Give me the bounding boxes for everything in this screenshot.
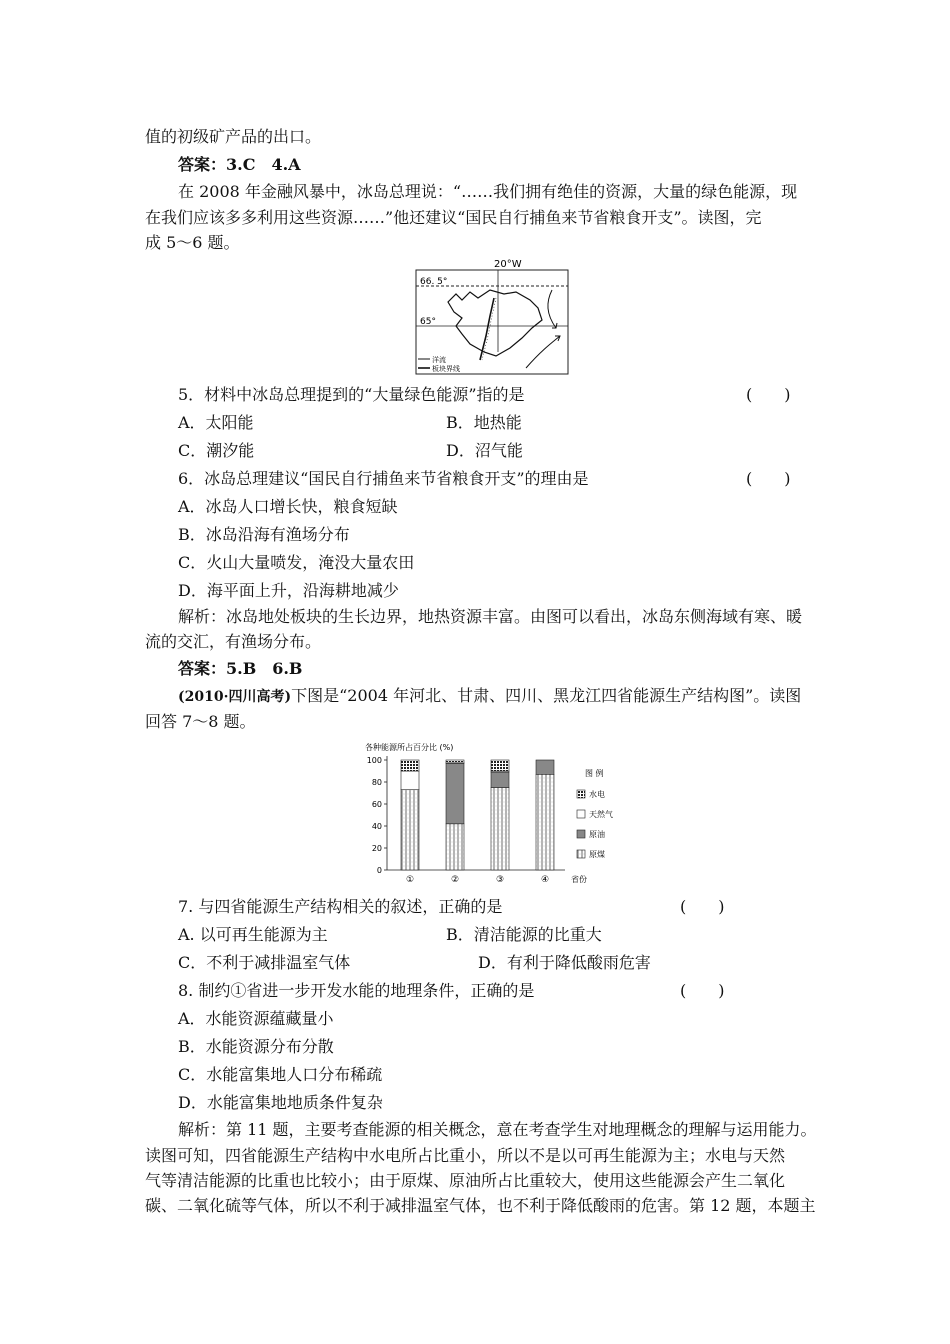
chart-bars [401, 760, 554, 885]
option-b: B．冰岛沿海有渔场分布 [178, 525, 350, 544]
answer-bracket: ( ) [746, 469, 791, 488]
current-arrow [526, 336, 560, 368]
question-7: 7. 与四省能源生产结构相关的叙述，正确的是 [178, 897, 503, 916]
option-d: D．海平面上升，沿海耕地减少 [178, 581, 399, 600]
question-6: 6．冰岛总理建议“国民自行捕鱼来节省粮食开支”的理由是 [178, 469, 589, 488]
answer-line: 答案：5.B 6.B [178, 659, 303, 678]
legend-current-label: 洋流 [432, 356, 446, 364]
option-c: C．水能富集地人口分布稀疏 [178, 1065, 383, 1084]
explanation-line: 气等清洁能源的比重也比较小；由于原煤、原油所占比重较大，使用这些能源会产生二氧化 [145, 1171, 786, 1190]
explanation-line: 解析：第 11 题，主要考查能源的相关概念，意在考查学生对地理概念的理解与运用能力。 [178, 1120, 817, 1139]
plate-boundary-ticks [482, 298, 496, 360]
answer-bracket: ( ) [680, 897, 725, 916]
bar-segment [536, 774, 554, 870]
option-d: D．沼气能 [446, 441, 523, 460]
plate-boundary [480, 298, 494, 360]
explanation-line: 碳、二氧化硫等气体，所以不利于减排温室气体，也不利于降低酸雨的危害。第 12 题，本题主 [145, 1196, 816, 1215]
bar-segment [491, 760, 509, 771]
x-tick-label: ② [450, 875, 460, 885]
map-longitude-label: 20°W [494, 259, 522, 270]
text-line: 成 5～6 题。 [145, 233, 240, 252]
y-tick-label: 0 [376, 866, 382, 875]
chart-title: 各种能源所占百分比 (%) [365, 743, 454, 752]
bar-segment [536, 760, 554, 774]
chart-legend [577, 768, 613, 859]
text-span: 下图是“2004 年河北、甘肃、四川、黑龙江四省能源生产结构图”。读图 [291, 686, 802, 705]
bar-segment [446, 760, 464, 762]
legend-label: 水电 [589, 790, 605, 799]
y-tick-label: 80 [371, 778, 382, 787]
current-arrow [548, 290, 556, 328]
bar-segment [401, 771, 419, 790]
text-line: 在我们应该多多利用这些资源……”他还建议“国民自行捕鱼来节省粮食开支”。读图，完 [145, 208, 762, 227]
question-8: 8. 制约①省进一步开发水能的地理条件，正确的是 [178, 981, 535, 1000]
legend-label: 原油 [589, 830, 605, 839]
answer-line: 答案：3.C 4.A [178, 155, 301, 174]
explanation-line: 流的交汇，有渔场分布。 [145, 632, 322, 651]
option-d: D．水能富集地地质条件复杂 [178, 1093, 383, 1112]
option-a: A．太阳能 [178, 413, 254, 432]
y-tick-label: 100 [366, 756, 382, 765]
x-tick-label: ④ [540, 875, 550, 885]
option-a: A. 以可再生能源为主 [178, 925, 328, 944]
energy-structure-chart [365, 740, 625, 890]
explanation-line: 解析：冰岛地处板块的生长边界，地热资源丰富。由图可以看出，冰岛东侧海域有寒、暖 [178, 607, 803, 626]
text-line: 回答 7～8 题。 [145, 712, 256, 731]
bar-segment [446, 763, 464, 824]
legend-swatch [577, 790, 585, 798]
answer-bracket: ( ) [746, 385, 791, 404]
y-tick-label: 20 [371, 844, 382, 853]
option-b: B．水能资源分布分散 [178, 1037, 334, 1056]
option-a: A．冰岛人口增长快，粮食短缺 [178, 497, 398, 516]
option-c: C．不利于减排温室气体 [178, 953, 351, 972]
legend-title: 图 例 [585, 769, 604, 778]
option-c: C．火山大量喷发，淹没大量农田 [178, 553, 415, 572]
source-tag: (2010·四川高考) [178, 689, 292, 705]
bar-segment [401, 790, 419, 870]
option-b: B．清洁能源的比重大 [446, 925, 602, 944]
iceland-map [400, 256, 600, 376]
y-tick-label: 40 [371, 822, 382, 831]
legend-boundary-label: 板块界线 [432, 365, 460, 373]
legend-swatch [577, 850, 585, 858]
text-line: 在 2008 年金融风暴中，冰岛总理说：“……我们拥有绝佳的资源，大量的绿色能源，现 [178, 182, 798, 201]
legend-swatch [577, 830, 585, 838]
text-line [178, 686, 801, 707]
map-lat-label: 66. 5° [420, 277, 448, 287]
question-5: 5．材料中冰岛总理提到的“大量绿色能源”指的是 [178, 385, 525, 404]
answer-bracket: ( ) [680, 981, 725, 1000]
bar-segment [401, 760, 419, 771]
option-a: A．水能资源蕴藏量小 [178, 1009, 334, 1028]
legend-label: 天然气 [589, 810, 613, 819]
iceland-outline [448, 290, 542, 356]
x-tick-label: ① [405, 875, 415, 885]
legend-label: 原煤 [589, 850, 605, 859]
bar-segment [446, 824, 464, 870]
legend-swatch [577, 810, 585, 818]
y-tick-label: 60 [371, 800, 382, 809]
bar-segment [491, 772, 509, 787]
option-c: C．潮汐能 [178, 441, 255, 460]
x-tick-label: ③ [495, 875, 505, 885]
text-line: 值的初级矿产品的出口。 [145, 127, 322, 146]
map-lat-label: 65° [420, 317, 436, 327]
option-b: B．地热能 [446, 413, 522, 432]
explanation-line: 读图可知，四省能源生产结构中水电所占比重小，所以不是以可再生能源为主；水电与天然 [145, 1146, 786, 1165]
option-d: D．有利于降低酸雨危害 [478, 953, 651, 972]
x-axis-label: 省份 [571, 875, 587, 884]
bar-segment [491, 788, 509, 871]
